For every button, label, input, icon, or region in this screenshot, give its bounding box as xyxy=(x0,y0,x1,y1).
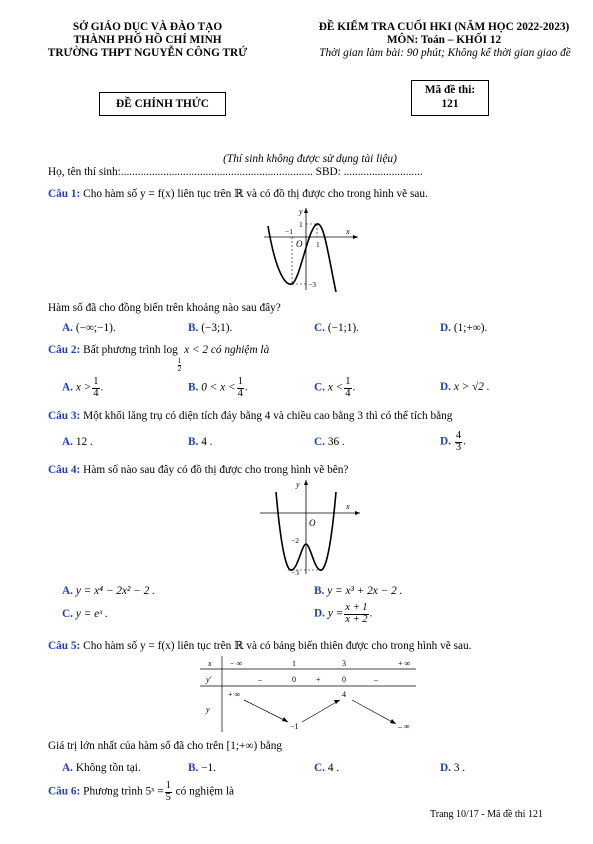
q4-d-d: x + 2 xyxy=(345,613,368,625)
q2-c-pre: x < xyxy=(327,381,344,394)
q5-y: y xyxy=(206,705,210,714)
q4-c-label: C. xyxy=(62,608,73,620)
q1-d-text: (1;+∞). xyxy=(453,322,488,334)
q2-base-d: 2 xyxy=(177,365,182,373)
q4-graph-o: O xyxy=(309,518,316,528)
q2-c-n: 1 xyxy=(345,376,351,387)
q2-log: log xyxy=(163,344,178,356)
q5-variation-table xyxy=(196,654,420,734)
q1-graph xyxy=(262,204,362,292)
q4-b-label: B. xyxy=(314,585,325,597)
q1-text: Cho hàm số y = f(x) liên tục trên ℝ và có đồ thị được cho trong hình vẽ sau. xyxy=(83,188,428,200)
q5-z2: 0 xyxy=(342,675,346,684)
q5-b-text: −1. xyxy=(201,762,217,774)
q1-option-d[interactable] xyxy=(440,322,487,334)
q2-option-d[interactable] xyxy=(440,381,490,393)
q3-c-text: 36 . xyxy=(327,436,345,448)
q5-s3: – xyxy=(374,675,378,684)
student-info-line: Họ, tên thí sinh:.................................................................... SBD: ............................ xyxy=(48,166,423,178)
q5-option-a[interactable] xyxy=(62,762,141,774)
q3-b-label: B. xyxy=(188,436,199,448)
q5-three: 3 xyxy=(342,659,346,668)
q3-stem xyxy=(48,410,452,422)
q3-option-c[interactable] xyxy=(314,436,345,448)
q1-graph-p1: 1 xyxy=(316,240,320,249)
q5-ymin: −1 xyxy=(290,722,299,731)
q5-c-label: C. xyxy=(314,762,325,774)
q2-b-label: B. xyxy=(188,381,199,394)
q1-d-label: D. xyxy=(440,322,451,334)
q4-text: Hàm số nào sau đây có đồ thị được cho trong hình vẽ bên? xyxy=(83,464,349,476)
dept-name: SỞ GIÁO DỤC VÀ ĐÀO TẠO xyxy=(72,21,223,33)
q1-c-label: C. xyxy=(314,322,325,334)
q3-a-text: 12 . xyxy=(75,436,93,448)
q5-z1: 0 xyxy=(292,675,296,684)
q5-x: x xyxy=(208,659,212,668)
q5-ybot: – ∞ xyxy=(398,722,410,731)
q6-stem xyxy=(48,781,234,803)
q5-d-text: 3 . xyxy=(453,762,466,774)
q1-graph-m3: −3 xyxy=(308,280,316,289)
q5-pinf: + ∞ xyxy=(398,659,411,668)
q2-option-c[interactable]: C. x < $\frac{1}{4}$ . xyxy=(314,376,356,399)
q5-d-label: D. xyxy=(440,762,451,774)
q5-label: Câu 5: xyxy=(48,640,81,652)
city-name: THÀNH PHỐ HỒ CHÍ MINH xyxy=(73,34,222,46)
q5-option-d[interactable] xyxy=(440,762,465,774)
q2-post: x < 2 có nghiệm là xyxy=(181,344,270,356)
q2-c-frac xyxy=(344,377,351,399)
q1-c-text: (−1;1). xyxy=(327,322,359,334)
q4-graph-m2: −2 xyxy=(291,536,299,545)
q4-option-b[interactable] xyxy=(314,585,402,597)
q2-c-label: C. xyxy=(314,381,325,394)
q3-d-label: D. xyxy=(440,435,451,448)
q3-option-d[interactable]: D. $\frac{4}{3}$ . xyxy=(440,430,466,453)
q4-b-text: y = x³ + 2x − 2 . xyxy=(327,585,403,597)
q4-label: Câu 4: xyxy=(48,464,81,476)
q2-pre: Bất phương trình xyxy=(83,344,164,356)
time-line: Thời gian làm bài: 90 phút; Không kể thời gian giao đề xyxy=(319,47,571,59)
q2-b-n: 1 xyxy=(237,376,243,387)
q4-graph-x: x xyxy=(346,502,350,511)
q5-option-c[interactable] xyxy=(314,762,339,774)
subject-line: MÔN: Toán – KHỐI 12 xyxy=(386,34,502,46)
q5-c-text: 4 . xyxy=(327,762,340,774)
q3-d-d: 3 xyxy=(455,441,462,453)
q2-base-n: 1 xyxy=(177,357,182,365)
q3-option-b[interactable] xyxy=(188,436,212,448)
q2-log-base xyxy=(178,358,182,373)
q1-b-label: B. xyxy=(188,322,199,334)
q1-graph-m1: −1 xyxy=(285,227,293,236)
q3-d-frac xyxy=(455,431,462,453)
q4-d-n: x + 1 xyxy=(345,602,368,613)
q5-ninf: − ∞ xyxy=(230,659,243,668)
q2-b-pre: 0 < x < xyxy=(201,381,236,394)
q5-text: Cho hàm số y = f(x) liên tục trên ℝ và có bảng biến thiên được cho trong hình vẽ sau. xyxy=(83,640,472,652)
q5-s1: – xyxy=(258,675,262,684)
q6-pre: Phương trình 5ˣ = xyxy=(83,785,164,798)
q1-label: Câu 1: xyxy=(48,188,81,200)
q1-graph-x: x xyxy=(346,227,350,236)
q5-a-text: Không tồn tại. xyxy=(75,762,141,774)
q1-a-label: A. xyxy=(62,322,73,334)
q4-d-label: D. xyxy=(314,607,325,620)
q3-c-label: C. xyxy=(314,436,325,448)
q4-a-text: y = x⁴ − 2x² − 2 . xyxy=(75,585,155,597)
exam-title: ĐỀ KIỂM TRA CUỐI HKI (NĂM HỌC 2022-2023) xyxy=(318,21,570,33)
q5-ytop: + ∞ xyxy=(228,690,241,699)
q1-option-c[interactable] xyxy=(314,322,359,334)
q1-graph-one: 1 xyxy=(299,220,303,229)
q5-one: 1 xyxy=(292,659,296,668)
q4-graph-m3: −3 xyxy=(291,568,299,576)
q2-b-d: 4 xyxy=(237,387,243,399)
q6-d: 5 xyxy=(165,791,171,803)
q4-d-frac xyxy=(344,603,368,625)
q2-stem xyxy=(48,344,269,373)
exam-code-value: 121 xyxy=(441,98,459,110)
q1-a-text: (−∞;−1). xyxy=(75,322,116,334)
page-footer: Trang 10/17 - Mã đề thi 121 xyxy=(430,809,543,820)
q2-b-frac xyxy=(237,377,244,399)
q1-option-a[interactable] xyxy=(62,322,116,334)
exam-code-box xyxy=(411,80,489,116)
q1-option-b[interactable] xyxy=(188,322,232,334)
q5-stem xyxy=(48,639,471,652)
official-badge: ĐỀ CHÍNH THỨC xyxy=(99,92,226,116)
q1-ask: Hàm số đã cho đồng biến trên khoảng nào sau đây? xyxy=(48,302,281,314)
q4-graph xyxy=(258,476,364,576)
school-name: TRƯỜNG THPT NGUYỄN CÔNG TRỨ xyxy=(47,47,248,59)
q1-graph-y: y xyxy=(299,207,303,216)
q2-label: Câu 2: xyxy=(48,344,81,356)
q4-option-d[interactable]: D. y = $\frac{x + 1}{x + 2}$ . xyxy=(314,602,373,625)
q4-stem xyxy=(48,464,348,476)
q1-b-text: (−3;1). xyxy=(201,322,233,334)
q4-option-a[interactable] xyxy=(62,585,155,597)
q3-label: Câu 3: xyxy=(48,410,81,422)
note: (Thí sinh không được sử dụng tài liệu) xyxy=(223,153,397,165)
q6-post: có nghiệm là xyxy=(172,785,235,798)
q2-a-n: 1 xyxy=(93,376,99,387)
q2-option-b[interactable]: B. 0 < x < $\frac{1}{4}$ . xyxy=(188,376,248,399)
q4-c-text: y = eˣ . xyxy=(75,608,108,620)
q1-graph-o: O xyxy=(296,239,303,249)
q2-a-pre: x > xyxy=(75,381,92,394)
q4-graph-y: y xyxy=(296,480,300,489)
q5-s2: + xyxy=(316,675,321,684)
q2-a-d: 4 xyxy=(93,387,99,399)
q6-label: Câu 6: xyxy=(48,785,81,798)
q2-a-label: A. xyxy=(62,381,73,394)
q6-frac xyxy=(165,781,172,803)
q3-a-label: A. xyxy=(62,436,73,448)
q6-n: 1 xyxy=(165,780,171,791)
q2-option-a[interactable]: A. x > $\frac{1}{4}$ . xyxy=(62,376,104,399)
q3-text: Một khối lăng trụ có diện tích đáy bằng 4 và chiều cao bằng 3 thì có thể tích bằng xyxy=(83,410,453,422)
q5-ymax: 4 xyxy=(342,690,346,699)
q5-ask: Giá trị lớn nhất của hàm số đã cho trên [1;+∞) bằng xyxy=(48,740,283,752)
q5-b-label: B. xyxy=(188,762,199,774)
q5-yp: y′ xyxy=(206,675,212,684)
q2-d-label: D. xyxy=(440,381,451,393)
q3-d-n: 4 xyxy=(455,430,462,441)
q1-stem xyxy=(48,187,428,200)
q2-d-text: x > √2 . xyxy=(453,381,490,393)
q3-option-a[interactable] xyxy=(62,436,93,448)
q3-b-text: 4 . xyxy=(201,436,213,448)
q5-option-b[interactable] xyxy=(188,762,216,774)
q5-a-label: A. xyxy=(62,762,73,774)
q2-c-d: 4 xyxy=(345,387,351,399)
exam-code-label: Mã đề thi: xyxy=(424,84,476,96)
q2-a-frac xyxy=(92,377,99,399)
q4-a-label: A. xyxy=(62,585,73,597)
q4-d-pre: y = xyxy=(327,607,344,620)
q4-option-c[interactable] xyxy=(62,608,108,620)
